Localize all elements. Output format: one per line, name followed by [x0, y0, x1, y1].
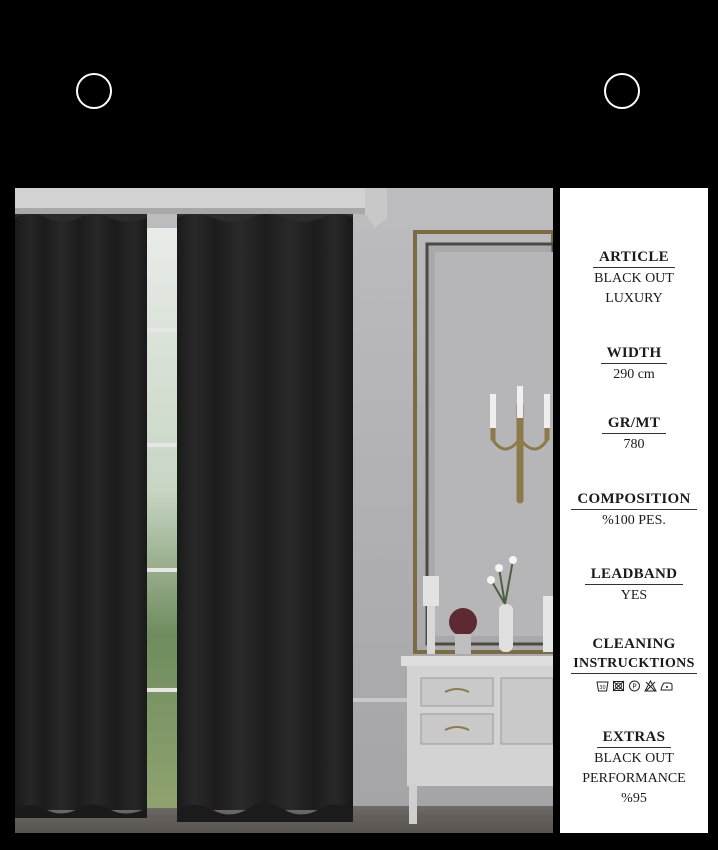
spec-value-extras-line3: %95: [621, 791, 647, 806]
spec-value-width: 290 cm: [613, 367, 655, 382]
spec-label-cleaning-line2: INSTRUCKTIONS: [571, 654, 696, 674]
spec-value-extras-line1: BLACK OUT: [594, 751, 674, 766]
ring-hook-right: [604, 73, 640, 109]
professional-clean-p-icon: [628, 680, 641, 692]
wash-30-icon: [596, 680, 609, 692]
spec-label-article: ARTICLE: [593, 248, 675, 268]
spec-extras: [560, 728, 708, 808]
spec-label-extras: EXTRAS: [597, 728, 672, 748]
spec-panel: [560, 188, 708, 833]
care-icons: [560, 680, 708, 692]
spec-value-article-line1: BLACK OUT: [594, 271, 674, 286]
spec-value-gr-mt: 780: [623, 437, 645, 452]
spec-leadband: [560, 565, 708, 605]
spec-composition: [560, 490, 708, 530]
spec-article: [560, 248, 708, 308]
spec-label-width: WIDTH: [601, 344, 668, 364]
ring-hook-left: [76, 73, 112, 109]
product-photo: [15, 188, 553, 833]
spec-value-composition: %100 PES.: [602, 513, 666, 528]
spec-value-extras-line2: PERFORMANCE: [582, 771, 686, 786]
no-tumble-dry-icon: [612, 680, 625, 692]
spec-gr-mt: [560, 414, 708, 454]
spec-width: [560, 344, 708, 384]
svg-text:P: P: [631, 682, 637, 691]
spec-label-leadband: LEADBAND: [585, 565, 684, 585]
spec-label-gr-mt: GR/MT: [602, 414, 666, 434]
spec-label-composition: COMPOSITION: [571, 490, 696, 510]
spec-label-cleaning-line1: CLEANING: [592, 636, 676, 652]
spec-cleaning: [560, 635, 708, 692]
no-bleach-icon: [644, 680, 657, 692]
spec-value-article-line2: LUXURY: [605, 291, 663, 306]
spec-value-leadband: YES: [620, 588, 648, 603]
svg-text:30: 30: [598, 685, 606, 691]
low-iron-icon: [660, 680, 673, 692]
